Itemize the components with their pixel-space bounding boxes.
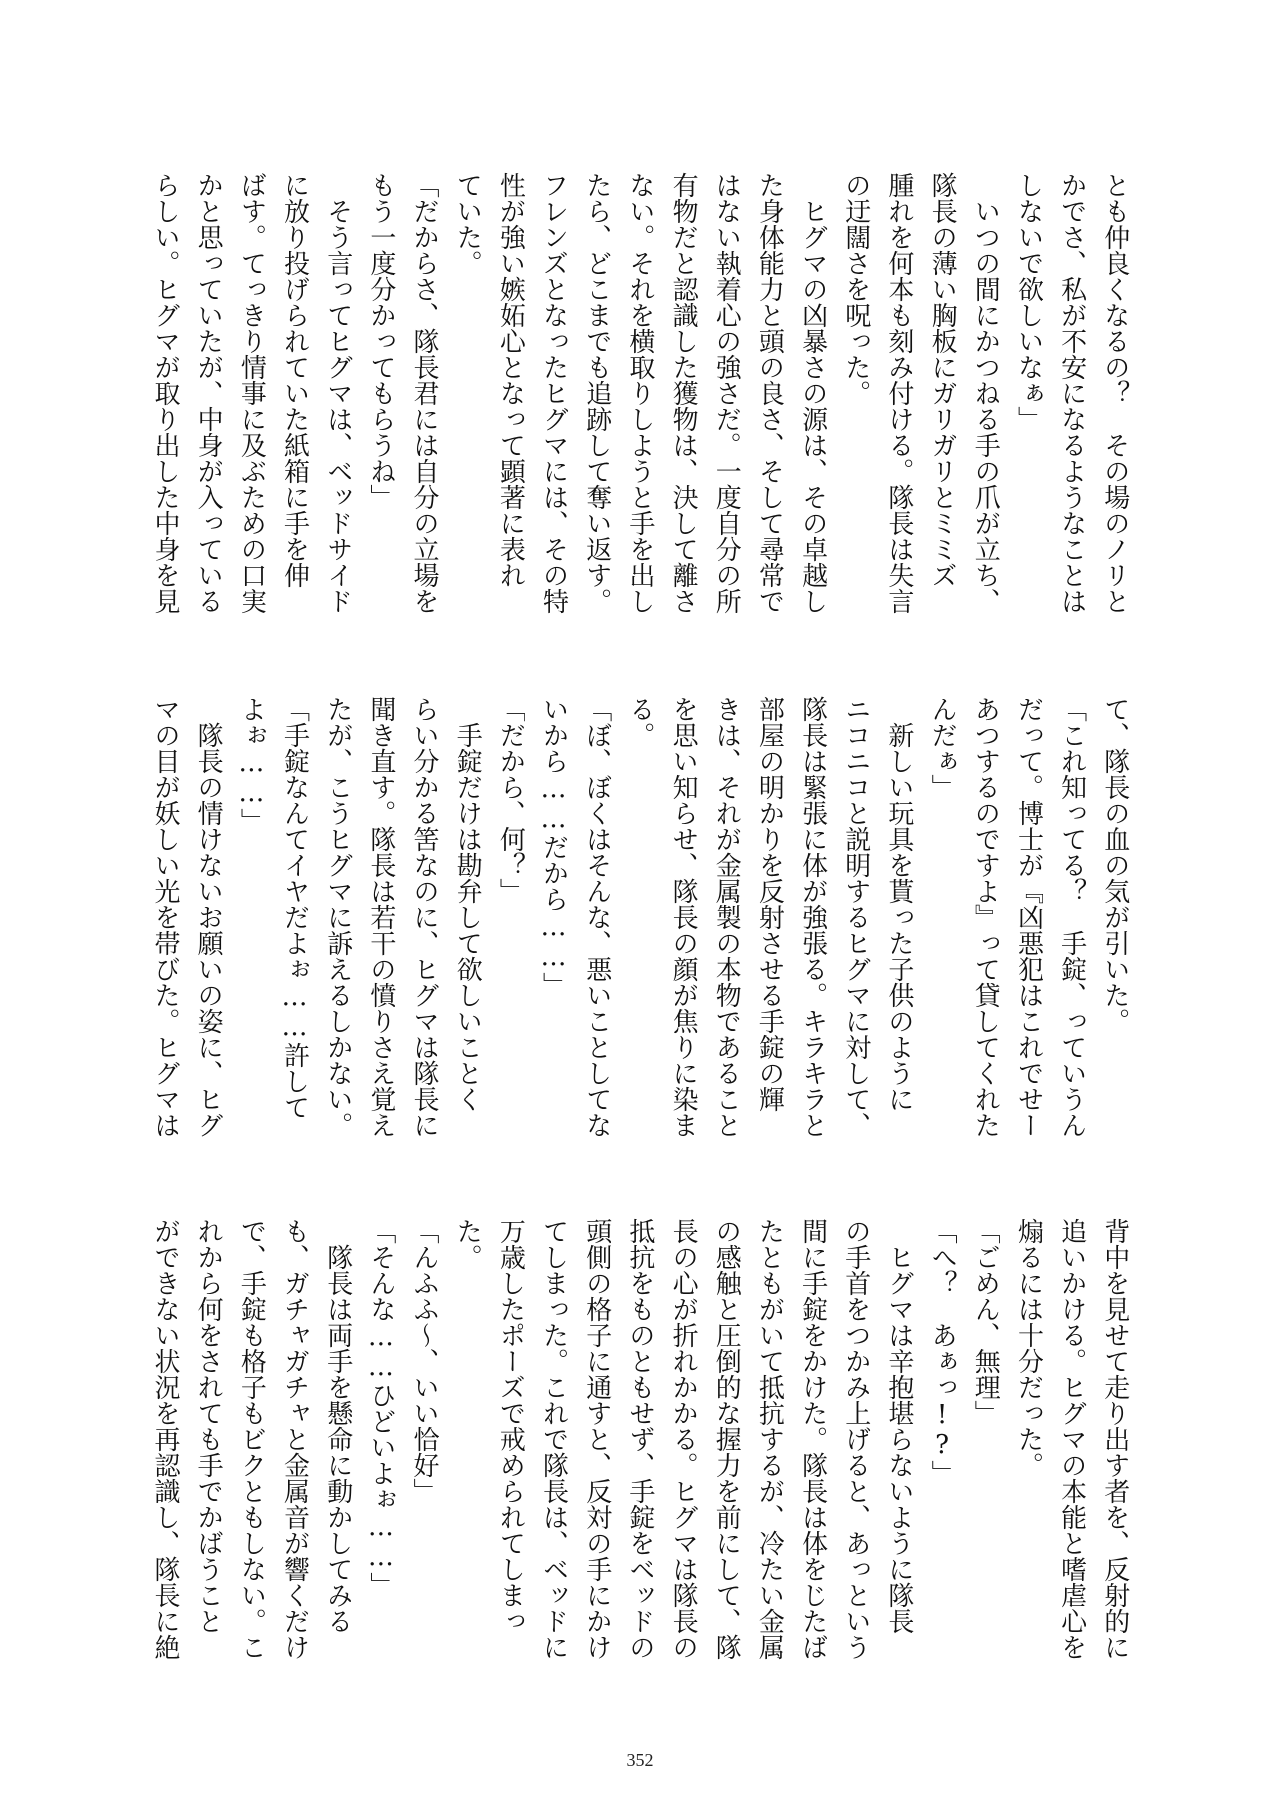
text-line: れから何をされても手でかばうこと <box>193 1218 224 1634</box>
text-line: 隊長の情けないお願いの姿に、ヒグ <box>193 696 224 1138</box>
text-line: たともがいて抵抗するが、冷たい金属 <box>754 1218 785 1660</box>
text-line: かでさ、私が不安になるようなことは <box>1056 172 1087 614</box>
text-line: の感触と圧倒的な握力を前にして、隊 <box>711 1218 742 1660</box>
text-line: ヒグマの凶暴さの源は、その卓越し <box>797 172 828 614</box>
text-line: の迂闊さを呪った。 <box>840 172 871 406</box>
text-line: たら、どこまでも追跡して奪い返す。 <box>581 172 612 614</box>
text-line: 「へ？ あぁっ!?」 <box>927 1218 958 1486</box>
text-line: らしい。ヒグマが取り出した中身を見 <box>150 172 180 614</box>
text-line: きは、それが金属製の本物であること <box>711 696 742 1138</box>
text-line: 有物だと認識した獲物は、決して離さ <box>668 172 699 614</box>
text-line: 部屋の明かりを反射させる手錠の輝 <box>754 696 785 1112</box>
text-block-middle <box>150 696 1130 1152</box>
text-line: だって。博士が『凶悪犯はこれでせー <box>1013 696 1044 1138</box>
text-line: ヒグマは辛抱堪らないように隊長 <box>883 1218 914 1634</box>
text-line: フレンズとなったヒグマには、その特 <box>538 172 569 614</box>
text-line: 新しい玩具を貰った子供のように <box>883 696 914 1112</box>
text-line: 腫れを何本も刻み付ける。隊長は失言 <box>883 172 914 614</box>
text-line: た身体能力と頭の良さ、そして尋常で <box>754 172 785 614</box>
text-line: たが、こうヒグマに訴えるしかない。 <box>322 696 353 1138</box>
text-line: ができない状況を再認識し、隊長に絶 <box>150 1218 180 1660</box>
text-line: ていた。 <box>452 172 483 276</box>
text-block-bottom <box>150 1218 1130 1674</box>
text-line: んだぁ」 <box>927 696 958 800</box>
text-line: はない執着心の強さだ。一度自分の所 <box>711 172 742 614</box>
text-line: 背中を見せて走り出す者を、反射的に <box>1099 1218 1130 1660</box>
text-line: てしまった。これで隊長は、ベッドに <box>538 1218 569 1660</box>
text-line: 間に手錠をかけた。隊長は体をじたば <box>797 1218 828 1660</box>
text-line: 隊長は両手を懸命に動かしてみる <box>322 1218 353 1634</box>
text-line: 長の心が折れかかる。ヒグマは隊長の <box>668 1218 699 1660</box>
page-number: 352 <box>626 1750 654 1770</box>
text-line: 抵抗をものともせず、手錠をベッドの <box>624 1218 655 1660</box>
text-line: 煽るには十分だった。 <box>1013 1218 1044 1478</box>
text-line: 万歳したポーズで戒められてしまっ <box>495 1218 526 1634</box>
text-line: の手首をつかみ上げると、あっという <box>840 1218 871 1660</box>
text-line: 隊長の薄い胸板にガリガリとミミズ <box>927 172 958 588</box>
text-line: た。 <box>452 1218 483 1270</box>
text-line: 聞き直す。隊長は若干の憤りさえ覚え <box>365 696 396 1138</box>
text-line: て、隊長の血の気が引いた。 <box>1099 696 1130 1034</box>
text-line: 「手錠なんてイヤだよぉ……許して <box>279 696 310 1120</box>
text-line: もう一度分かってもらうね」 <box>365 172 396 510</box>
text-line: とも仲良くなるの？ その場のノリと <box>1099 172 1130 614</box>
text-line: も、ガチャガチャと金属音が響くだけ <box>279 1218 310 1660</box>
text-line: 「だからさ、隊長君には自分の立場を <box>409 172 440 614</box>
text-line: しないで欲しいなぁ」 <box>1013 172 1044 432</box>
text-line: あつするのですよ』って貸してくれた <box>970 696 1001 1138</box>
text-line: る。 <box>624 696 655 748</box>
text-line: 「ぼ、ぼくはそんな、悪いことしてな <box>581 696 612 1138</box>
text-line: ばす。てっきり情事に及ぶための口実 <box>236 172 267 614</box>
text-block-top <box>150 172 1130 628</box>
text-line: 「だから、何？」 <box>495 696 526 904</box>
text-line: を思い知らせ、隊長の顔が焦りに染ま <box>668 696 699 1138</box>
text-line: よぉ……」 <box>236 696 267 834</box>
text-line: ニコニコと説明するヒグマに対して、 <box>840 696 871 1138</box>
text-line: 手錠だけは勘弁して欲しいことく <box>452 696 483 1112</box>
text-line: そう言ってヒグマは、ベッドサイド <box>322 172 353 614</box>
text-line: かと思っていたが、中身が入っている <box>193 172 224 614</box>
text-line: 性が強い嫉妬心となって顕著に表れ <box>495 172 526 588</box>
text-line: 頭側の格子に通すと、反対の手にかけ <box>581 1218 612 1660</box>
text-line: ない。それを横取りしようと手を出し <box>624 172 655 614</box>
text-line: 追いかける。ヒグマの本能と嗜虐心を <box>1056 1218 1087 1660</box>
text-line: に放り投げられていた紙箱に手を伸 <box>279 172 310 588</box>
text-line: いつの間にかつねる手の爪が立ち、 <box>970 172 1001 614</box>
text-line: 「ごめん、無理」 <box>970 1218 1001 1426</box>
text-line: で、手錠も格子もビクともしない。こ <box>236 1218 267 1660</box>
text-line: 「これ知ってる？ 手錠、っていうん <box>1056 696 1087 1138</box>
text-line: 「んふふ～、いい恰好」 <box>409 1218 440 1504</box>
text-line: 「そんな……ひどいよぉ……」 <box>365 1218 396 1598</box>
text-line: 隊長は緊張に体が強張る。キラキラと <box>797 696 828 1138</box>
text-line: いから……だから……」 <box>538 696 569 998</box>
text-line: らい分かる筈なのに、ヒグマは隊長に <box>409 696 440 1138</box>
text-line: マの目が妖しい光を帯びた。ヒグマは <box>150 696 180 1138</box>
